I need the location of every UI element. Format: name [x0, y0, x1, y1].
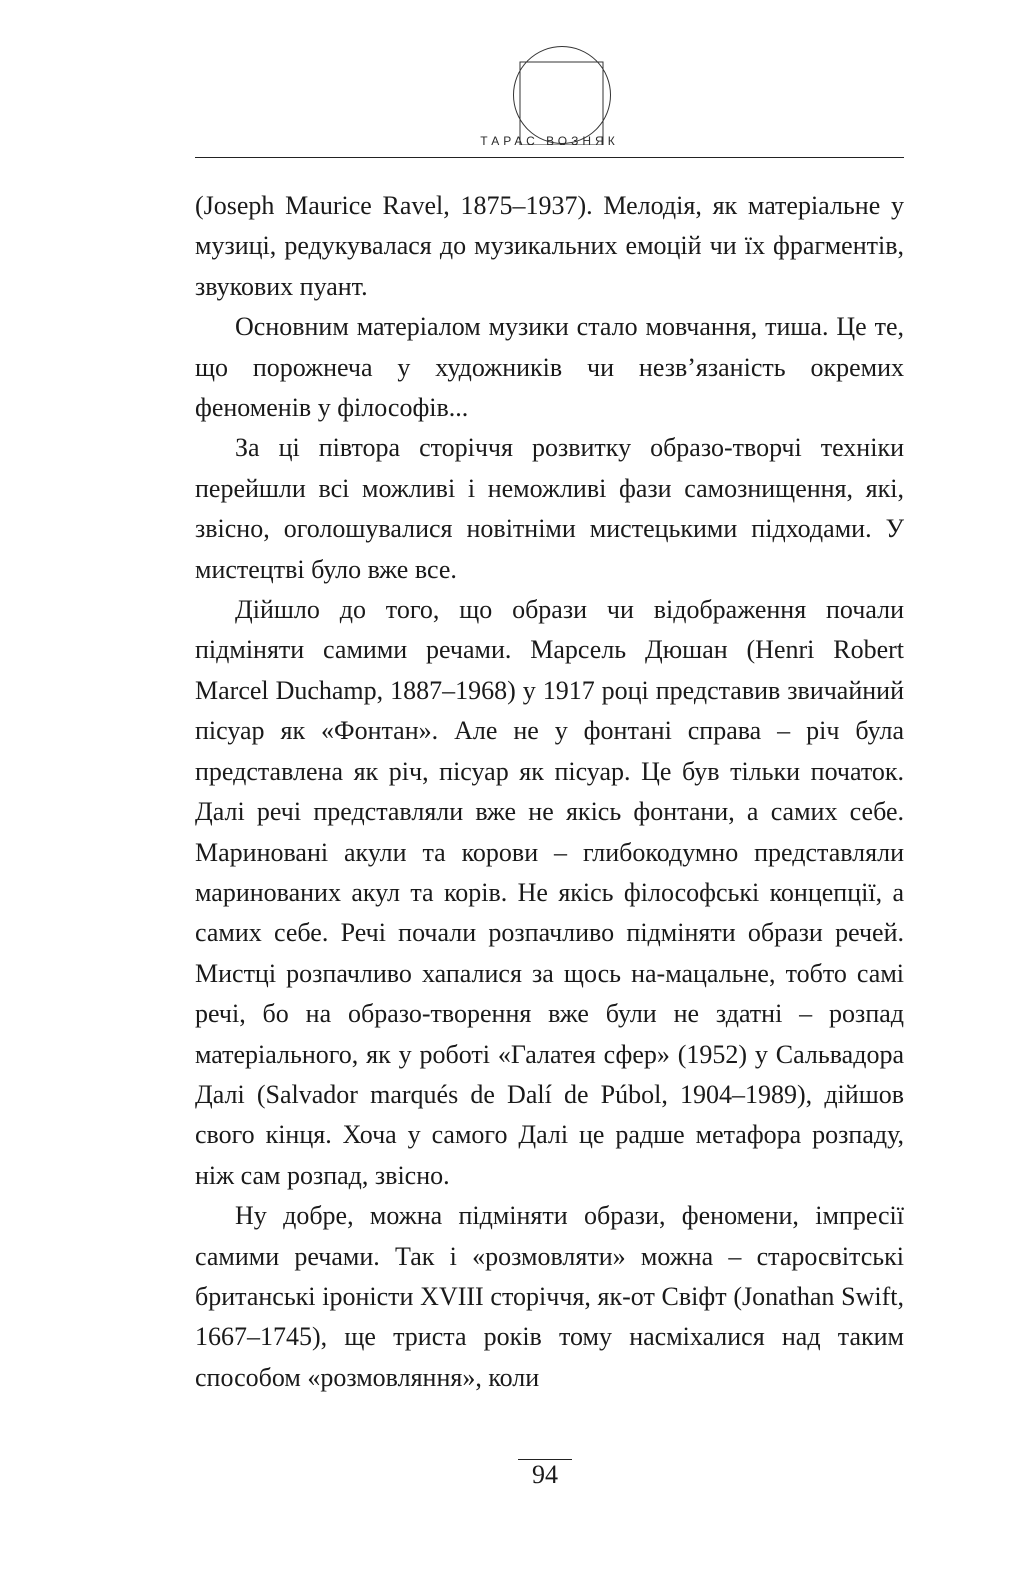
paragraph: Дійшло до того, що образи чи відображення почали підміняти самими речами. Марсель Дюшан (Henri Robert Marcel Duchamp, 1887–1968) у 1917 році представив звичайний пісуар як «Фонтан». Але не у фонтані справа – річ була представлена як річ, пісуар як пісуар. Це був тільки початок. Далі речі представляли вже не якісь фонтани, а самих себе. Мариновані акули та корови – глибокодумно представляли маринованих акул та корів. Не якісь філософські концепції, а самих себе. Речі почали розпачливо підміняти образи речей. Мистці розпачливо хапалися за щось на-мацальне, тобто самі речі, бо на образо-творення вже були не здатні – розпад матеріального, як у роботі «Галатея сфер» (1952) у Сальвадора Далі (Salvador marqués de Dalí de Púbol, 1904–1989), дійшов свого кінця. Хоча у самого Далі це радше метафора розпаду, ніж сам розпад, звісно. [195, 595, 904, 1190]
body-text [195, 186, 904, 1398]
page-number: 94 [532, 1460, 558, 1489]
circle-square-logo-icon [512, 45, 612, 145]
paragraph: (Joseph Maurice Ravel, 1875–1937). Мелодія, як матеріальне у музиці, редукувалася до музикальних емоцій чи їх фрагментів, звукових пуант. [195, 191, 904, 301]
paragraph: Ну добре, можна підміняти образи, феномени, імпресії самими речами. Так і «розмовляти» можна – старосвітські британські іроністи XVIII сторіччя, як-от Свіфт (Jonathan Swift, 1667–1745), ще триста років тому насміхалися над таким способом «розмовляння», коли [195, 1201, 904, 1392]
header-rule [195, 157, 904, 158]
running-head: ТАРАС ВОЗНЯК [480, 134, 619, 148]
paragraph: Основним матеріалом музики стало мовчання, тиша. Це те, що порожнеча у художників чи незв’язаність окремих феноменів у філософів... [195, 312, 904, 423]
paragraph: За ці півтора сторіччя розвитку образо-творчі техніки перейшли всі можливі і неможливі фази самознищення, які, звісно, оголошувалися новітніми мистецькими підходами. У мистецтві було вже все. [195, 433, 904, 584]
